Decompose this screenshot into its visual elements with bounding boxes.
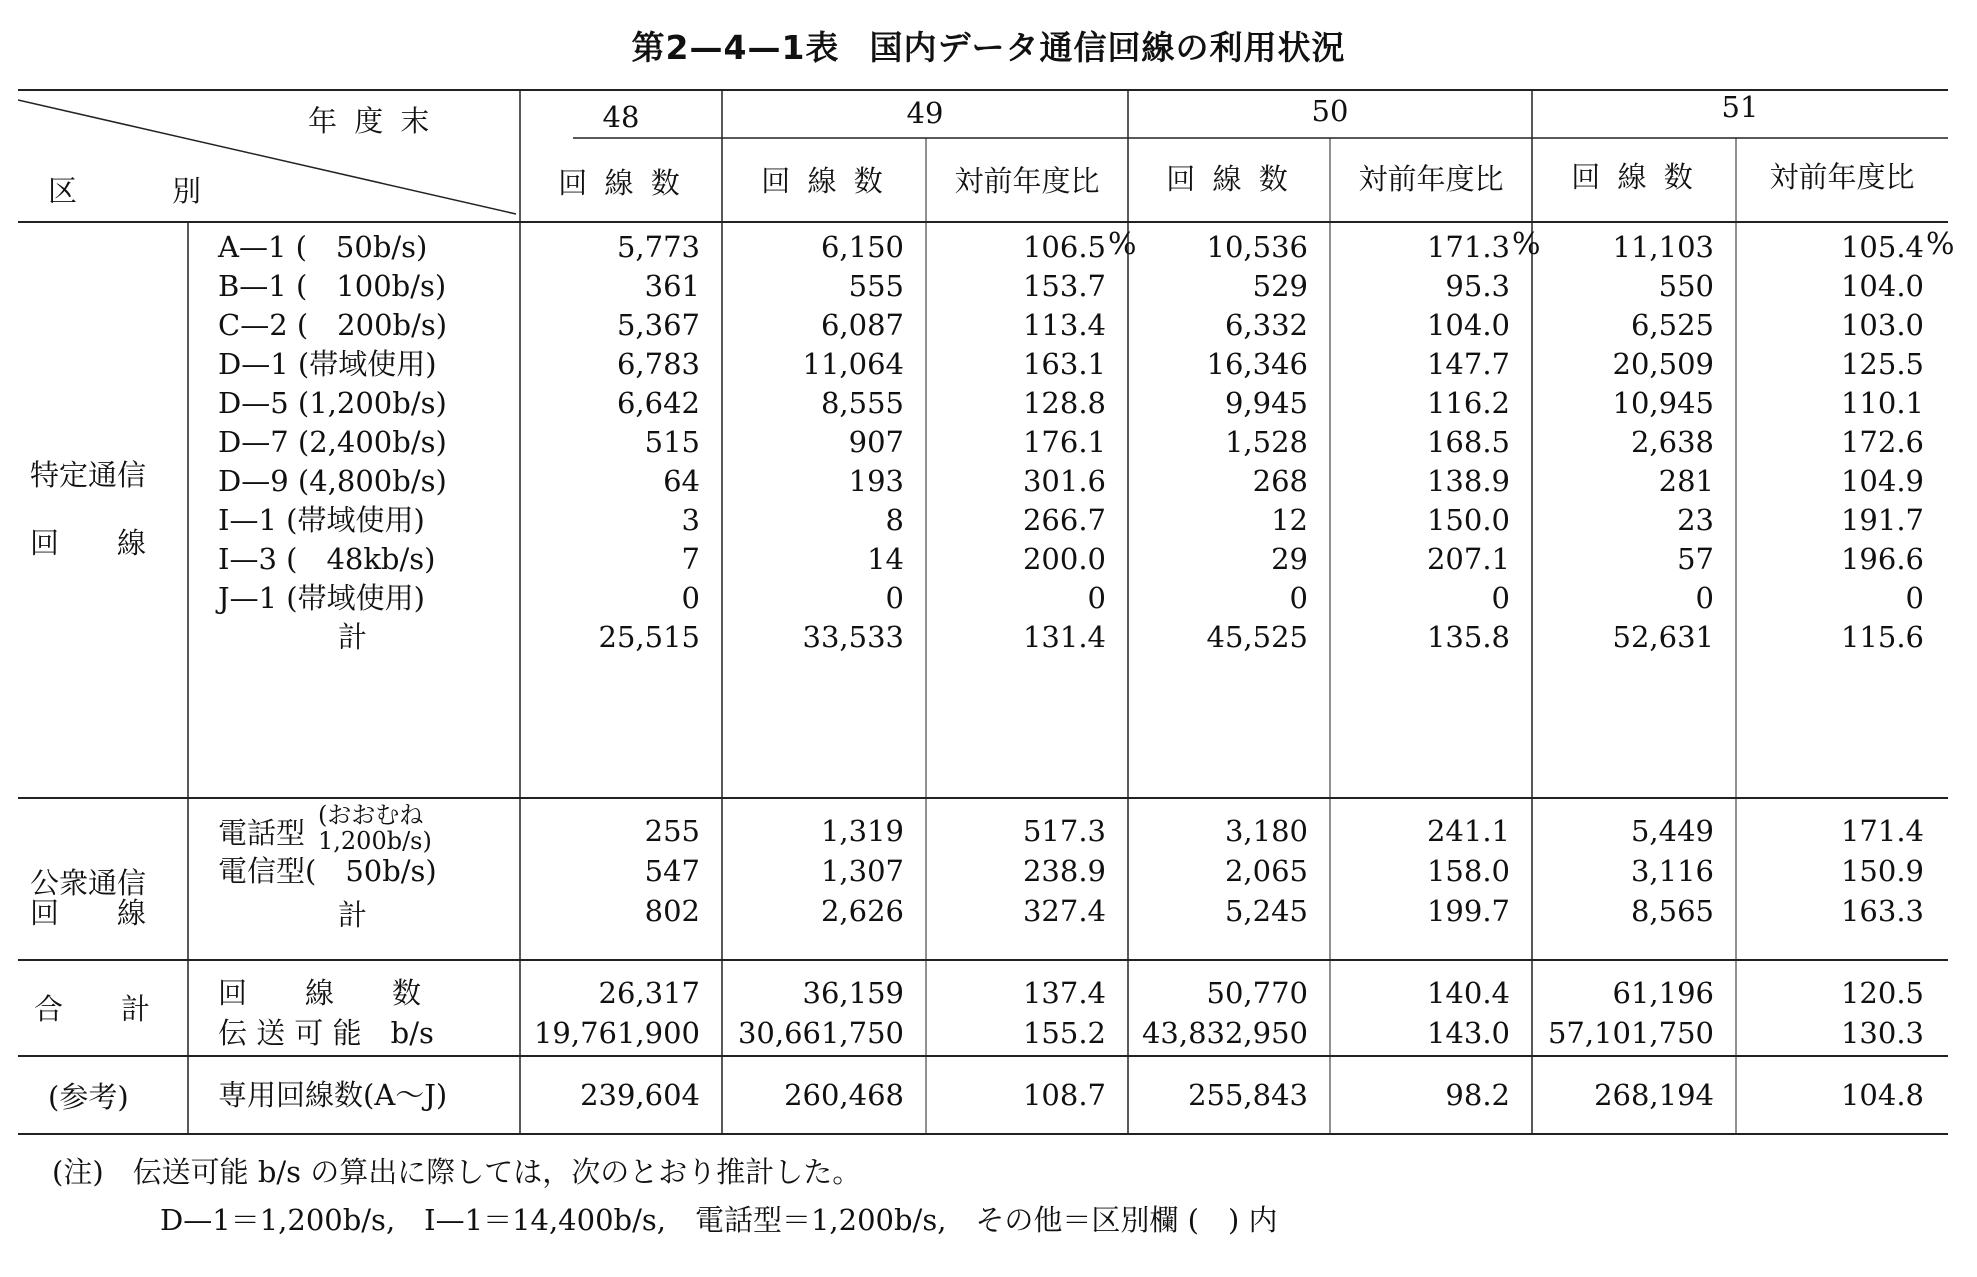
- specific-row-label: D—5 (1,200b/s): [218, 386, 447, 420]
- specific-row-count-51: 2,638: [1630, 425, 1714, 459]
- specific-subtotal-ratio-49: 131.4: [1022, 620, 1106, 654]
- specific-row-count-49: 8: [885, 503, 904, 537]
- specific-row-count-51: 11,103: [1612, 230, 1714, 264]
- specific-row-count-48: 6,642: [616, 386, 700, 420]
- specific-row-ratio-51: 104.0: [1840, 269, 1924, 303]
- specific-row-count-48: 3: [681, 503, 700, 537]
- public-subtotal-label: 計: [338, 898, 368, 932]
- public-subtotal-ratio-51: 163.3: [1840, 894, 1924, 928]
- specific-row-ratio-50: 207.1: [1426, 542, 1510, 576]
- specific-row-ratio-51: 172.6: [1840, 425, 1924, 459]
- specific-row-count-48: 0: [681, 581, 700, 615]
- total-row-count-50: 43,832,950: [1141, 1016, 1308, 1050]
- total-row-ratio-51: 120.5: [1840, 976, 1924, 1010]
- public-row-label-telegraph: 電信型( 50b/s): [218, 854, 437, 888]
- specific-row-count-50: 12: [1271, 503, 1308, 537]
- specific-row-count-50: 1,528: [1224, 425, 1308, 459]
- specific-row-count-49: 907: [848, 425, 904, 459]
- specific-row-count-48: 7: [681, 542, 700, 576]
- group-public-line2: 回 線: [30, 896, 147, 930]
- specific-row-ratio-49: 113.4: [1022, 308, 1106, 342]
- total-row-count-49: 30,661,750: [737, 1016, 904, 1050]
- specific-row-count-49: 11,064: [802, 347, 904, 381]
- reference-row-ratio-51: 104.8: [1840, 1078, 1924, 1112]
- specific-row-count-50: 10,536: [1206, 230, 1308, 264]
- specific-row-count-50: 268: [1252, 464, 1308, 498]
- total-row-label: 回 線 数: [218, 976, 422, 1010]
- total-row-label: 伝 送 可 能 b/s: [218, 1016, 434, 1050]
- specific-row-count-48: 5,773: [616, 230, 700, 264]
- year-49-header: 49: [906, 96, 944, 130]
- specific-subtotal-count-50: 45,525: [1206, 620, 1308, 654]
- corner-year-end-label: 年 度 末: [308, 104, 434, 138]
- specific-row-ratio-51: 191.7: [1840, 503, 1924, 537]
- specific-row-ratio-49: 106.5: [1022, 230, 1106, 264]
- specific-row-ratio-51: 196.6: [1840, 542, 1924, 576]
- percent-sign: %: [1108, 227, 1137, 262]
- subheader-ratio-50: 対前年度比: [1358, 162, 1504, 196]
- specific-row-ratio-49: 301.6: [1022, 464, 1106, 498]
- specific-row-count-48: 515: [644, 425, 700, 459]
- specific-row-ratio-50: 147.7: [1426, 347, 1510, 381]
- specific-row-count-50: 0: [1289, 581, 1308, 615]
- total-row-ratio-49: 155.2: [1022, 1016, 1106, 1050]
- reference-row-count-49: 260,468: [784, 1078, 904, 1112]
- specific-row-ratio-51: 125.5: [1840, 347, 1924, 381]
- specific-row-ratio-51: 104.9: [1840, 464, 1924, 498]
- reference-row-count-48: 239,604: [580, 1078, 700, 1112]
- public-row-count-49: 1,307: [820, 854, 904, 888]
- subheader-count-48: 回 線 数: [558, 166, 684, 200]
- group-specific-line1: 特定通信: [30, 458, 147, 492]
- percent-sign: %: [1926, 227, 1955, 262]
- group-total: 合 計: [34, 992, 151, 1026]
- specific-row-label: D—7 (2,400b/s): [218, 425, 447, 459]
- specific-row-count-51: 281: [1658, 464, 1714, 498]
- specific-row-ratio-49: 176.1: [1022, 425, 1106, 459]
- public-row-ratio-49: 238.9: [1022, 854, 1106, 888]
- public-row-count-49: 1,319: [820, 814, 904, 848]
- specific-row-count-51: 20,509: [1612, 347, 1714, 381]
- specific-row-label: A—1 ( 50b/s): [218, 230, 428, 264]
- public-row-label-phone-paren2: 1,200b/s): [318, 827, 432, 855]
- specific-row-count-49: 193: [848, 464, 904, 498]
- public-row-count-50: 3,180: [1224, 814, 1308, 848]
- group-public-line1: 公衆通信: [30, 866, 147, 900]
- public-row-label-phone: 電話型: [218, 816, 306, 850]
- specific-row-count-50: 16,346: [1206, 347, 1308, 381]
- reference-row-ratio-49: 108.7: [1022, 1078, 1106, 1112]
- public-row-count-50: 2,065: [1224, 854, 1308, 888]
- percent-sign: %: [1512, 227, 1541, 262]
- total-row-ratio-50: 143.0: [1426, 1016, 1510, 1050]
- total-row-count-48: 26,317: [598, 976, 700, 1010]
- specific-row-count-51: 0: [1695, 581, 1714, 615]
- total-row-count-48: 19,761,900: [533, 1016, 700, 1050]
- specific-row-count-50: 529: [1252, 269, 1308, 303]
- specific-row-ratio-50: 168.5: [1426, 425, 1510, 459]
- reference-row-ratio-50: 98.2: [1445, 1078, 1510, 1112]
- public-row-count-48: 547: [644, 854, 700, 888]
- specific-row-label: I—3 ( 48kb/s): [218, 542, 436, 576]
- specific-row-count-49: 6,150: [820, 230, 904, 264]
- total-row-ratio-50: 140.4: [1426, 976, 1510, 1010]
- specific-subtotal-ratio-50: 135.8: [1426, 620, 1510, 654]
- usage-table: [18, 86, 1955, 1136]
- specific-row-count-49: 8,555: [820, 386, 904, 420]
- total-row-count-51: 61,196: [1612, 976, 1714, 1010]
- specific-row-ratio-51: 110.1: [1840, 386, 1924, 420]
- specific-row-ratio-49: 200.0: [1022, 542, 1106, 576]
- table-caption: 国内データ通信回線の利用状況: [869, 28, 1346, 67]
- year-48-header: 48: [602, 100, 640, 134]
- total-row-count-49: 36,159: [802, 976, 904, 1010]
- public-subtotal-ratio-49: 327.4: [1022, 894, 1106, 928]
- specific-row-count-51: 10,945: [1612, 386, 1714, 420]
- total-row-ratio-51: 130.3: [1840, 1016, 1924, 1050]
- specific-row-label: B—1 ( 100b/s): [218, 269, 447, 303]
- specific-row-ratio-50: 138.9: [1426, 464, 1510, 498]
- specific-row-count-49: 555: [848, 269, 904, 303]
- public-row-ratio-49: 517.3: [1022, 814, 1106, 848]
- specific-row-ratio-49: 163.1: [1022, 347, 1106, 381]
- specific-row-label: I—1 (帯域使用): [218, 503, 425, 537]
- specific-row-count-48: 361: [644, 269, 700, 303]
- specific-row-ratio-51: 103.0: [1840, 308, 1924, 342]
- reference-row-count-50: 255,843: [1188, 1078, 1308, 1112]
- subheader-ratio-49: 対前年度比: [954, 164, 1100, 198]
- specific-row-count-49: 0: [885, 581, 904, 615]
- specific-row-label: C—2 ( 200b/s): [218, 308, 448, 342]
- specific-row-ratio-50: 150.0: [1426, 503, 1510, 537]
- specific-row-count-50: 29: [1271, 542, 1308, 576]
- note-line-2: D—1＝1,200b/s, I—1＝14,400b/s, 電話型＝1,200b/s, その他＝区別欄 ( ) 内: [160, 1203, 1278, 1237]
- specific-row-ratio-50: 95.3: [1445, 269, 1510, 303]
- corner-category-label: 区 別: [48, 174, 204, 208]
- group-specific-line2: 回 線: [30, 526, 147, 560]
- public-row-ratio-51: 171.4: [1840, 814, 1924, 848]
- specific-row-ratio-51: 0: [1905, 581, 1924, 615]
- subheader-count-50: 回 線 数: [1166, 162, 1292, 196]
- specific-row-count-51: 23: [1677, 503, 1714, 537]
- public-row-count-48: 255: [644, 814, 700, 848]
- subheader-ratio-51: 対前年度比: [1769, 160, 1915, 194]
- public-subtotal-count-49: 2,626: [820, 894, 904, 928]
- specific-row-ratio-50: 0: [1491, 581, 1510, 615]
- subheader-count-51: 回 線 数: [1571, 160, 1697, 194]
- table-number: 第2—4—1表: [631, 28, 840, 67]
- specific-row-ratio-49: 266.7: [1022, 503, 1106, 537]
- public-subtotal-count-48: 802: [644, 894, 700, 928]
- specific-row-ratio-49: 153.7: [1022, 269, 1106, 303]
- public-row-label-phone-paren1: (おおむね: [318, 801, 424, 829]
- specific-row-count-50: 6,332: [1224, 308, 1308, 342]
- specific-row-count-48: 6,783: [616, 347, 700, 381]
- public-subtotal-ratio-50: 199.7: [1426, 894, 1510, 928]
- subheader-count-49: 回 線 数: [761, 164, 887, 198]
- specific-row-count-49: 14: [867, 542, 904, 576]
- total-row-count-51: 57,101,750: [1547, 1016, 1714, 1050]
- specific-row-count-49: 6,087: [820, 308, 904, 342]
- total-row-count-50: 50,770: [1206, 976, 1308, 1010]
- note-line-1: (注) 伝送可能 b/s の算出に際しては，次のとおり推計した。: [52, 1155, 862, 1189]
- year-51-header: 51: [1721, 90, 1759, 124]
- public-row-count-51: 3,116: [1630, 854, 1714, 888]
- table-title: [0, 22, 1977, 69]
- specific-subtotal-ratio-51: 115.6: [1840, 620, 1924, 654]
- specific-subtotal-count-49: 33,533: [802, 620, 904, 654]
- specific-row-count-48: 5,367: [616, 308, 700, 342]
- public-row-ratio-50: 158.0: [1426, 854, 1510, 888]
- specific-subtotal-label: 計: [338, 620, 368, 654]
- specific-row-ratio-50: 116.2: [1426, 386, 1510, 420]
- specific-row-ratio-49: 0: [1087, 581, 1106, 615]
- specific-subtotal-count-48: 25,515: [598, 620, 700, 654]
- specific-row-count-50: 9,945: [1224, 386, 1308, 420]
- public-subtotal-count-50: 5,245: [1224, 894, 1308, 928]
- specific-row-ratio-50: 171.3: [1426, 230, 1510, 264]
- specific-row-count-51: 550: [1658, 269, 1714, 303]
- specific-row-count-51: 57: [1677, 542, 1714, 576]
- public-row-ratio-51: 150.9: [1840, 854, 1924, 888]
- specific-row-label: J—1 (帯域使用): [218, 581, 425, 615]
- specific-row-count-51: 6,525: [1630, 308, 1714, 342]
- public-subtotal-count-51: 8,565: [1630, 894, 1714, 928]
- specific-row-ratio-49: 128.8: [1022, 386, 1106, 420]
- year-50-header: 50: [1311, 94, 1349, 128]
- public-row-count-51: 5,449: [1630, 814, 1714, 848]
- specific-subtotal-count-51: 52,631: [1612, 620, 1714, 654]
- public-row-ratio-50: 241.1: [1426, 814, 1510, 848]
- total-row-ratio-49: 137.4: [1022, 976, 1106, 1010]
- specific-row-label: D—9 (4,800b/s): [218, 464, 447, 498]
- specific-row-ratio-51: 105.4: [1840, 230, 1924, 264]
- specific-row-ratio-50: 104.0: [1426, 308, 1510, 342]
- reference-row-label: 専用回線数(A～J): [218, 1078, 448, 1112]
- reference-row-count-51: 268,194: [1594, 1078, 1714, 1112]
- specific-row-label: D—1 (帯域使用): [218, 347, 437, 381]
- specific-row-count-48: 64: [663, 464, 700, 498]
- group-reference: (参考): [48, 1080, 129, 1114]
